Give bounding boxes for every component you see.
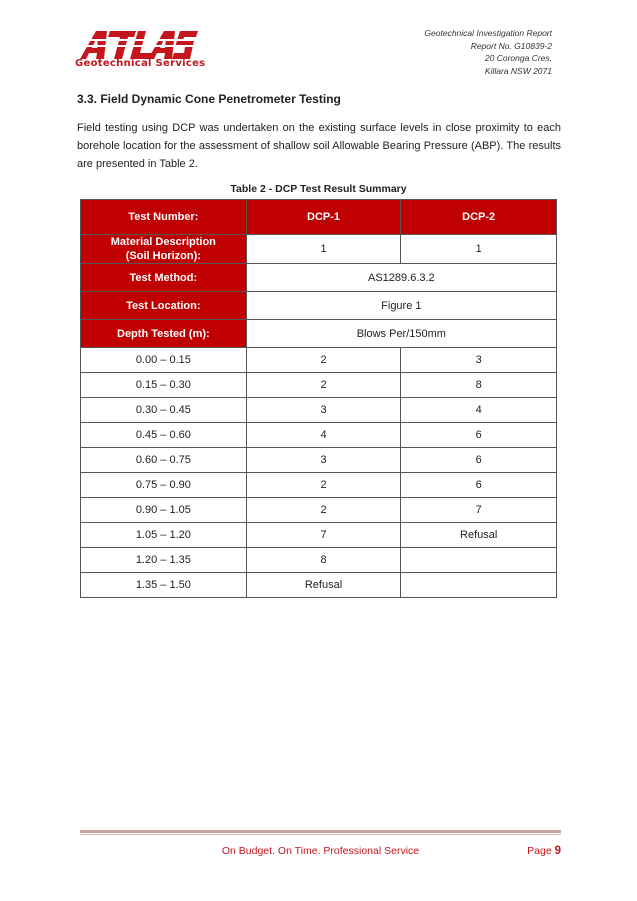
site-address-line2: Killara NSW 2071	[484, 65, 552, 76]
dcp1-cell: 3	[246, 448, 401, 473]
dcp2-cell	[401, 548, 557, 573]
depth-header-row	[81, 320, 557, 348]
material-value-dcp1: 1	[246, 235, 401, 264]
method-row	[81, 264, 557, 292]
dcp2-cell: 4	[401, 398, 557, 423]
test-number-label: Test Number:	[81, 200, 247, 235]
dcp-results-table	[80, 199, 557, 598]
table-row	[81, 423, 557, 448]
depth-cell: 1.20 – 1.35	[81, 548, 247, 573]
footer-divider-thin	[80, 834, 561, 835]
dcp1-cell: 3	[246, 398, 401, 423]
dcp1-cell: 2	[246, 473, 401, 498]
dcp1-cell: 2	[246, 498, 401, 523]
footer-slogan: On Budget. On Time. Professional Service	[221, 845, 420, 857]
depth-cell: 0.45 – 0.60	[81, 423, 247, 448]
dcp1-cell: 8	[246, 548, 401, 573]
material-description-label	[81, 235, 247, 264]
depth-rows	[81, 348, 557, 598]
test-location-value: Figure 1	[246, 292, 556, 320]
dcp1-cell: 7	[246, 523, 401, 548]
logo-subtitle: Geotechnical Services	[75, 58, 206, 69]
depth-cell: 1.35 – 1.50	[81, 573, 247, 598]
material-label-line2: (Soil Horizon):	[125, 250, 201, 262]
table-row	[81, 523, 557, 548]
material-value-dcp2: 1	[401, 235, 557, 264]
table-row	[81, 373, 557, 398]
blows-unit-label: Blows Per/150mm	[246, 320, 556, 348]
dcp2-cell	[401, 573, 557, 598]
report-title: Geotechnical Investigation Report	[424, 28, 552, 38]
depth-cell: 0.30 – 0.45	[81, 398, 247, 423]
page-number-value: 9	[554, 845, 561, 857]
column-header-dcp2: DCP-2	[401, 200, 557, 235]
test-location-label: Test Location:	[81, 292, 247, 320]
dcp2-cell: 6	[401, 473, 557, 498]
report-header	[424, 27, 552, 77]
dcp1-cell: 2	[246, 348, 401, 373]
table-row	[81, 498, 557, 523]
table-row	[81, 448, 557, 473]
test-method-label: Test Method:	[81, 264, 247, 292]
site-address-line1: 20 Coronga Cres,	[484, 53, 552, 63]
page-label: Page	[527, 845, 552, 857]
section-paragraph: Field testing using DCP was undertaken on the existing surface levels in close proximity to each borehole location for the assessment of shallow soil Allowable Bearing Pressure (ABP). The results are presented in Table 2.	[77, 122, 561, 170]
section-heading: 3.3. Field Dynamic Cone Penetrometer Testing	[77, 92, 341, 106]
depth-cell: 0.90 – 1.05	[81, 498, 247, 523]
depth-cell: 0.00 – 0.15	[81, 348, 247, 373]
dcp1-cell: 2	[246, 373, 401, 398]
footer-divider	[80, 830, 561, 833]
table-caption: Table 2 - DCP Test Result Summary	[230, 183, 407, 195]
atlas-logo	[74, 27, 206, 73]
dcp2-cell: 6	[401, 423, 557, 448]
material-row	[81, 235, 557, 264]
table-row	[81, 398, 557, 423]
dcp2-cell: 7	[401, 498, 557, 523]
report-number: Report No. G10839-2	[470, 40, 552, 51]
dcp1-cell: 4	[246, 423, 401, 448]
dcp1-cell: Refusal	[246, 573, 401, 598]
column-header-dcp1: DCP-1	[246, 200, 401, 235]
dcp2-cell: 6	[401, 448, 557, 473]
table-row	[81, 473, 557, 498]
table-header-row	[81, 200, 557, 235]
table-row	[81, 548, 557, 573]
depth-cell: 1.05 – 1.20	[81, 523, 247, 548]
depth-cell: 0.15 – 0.30	[81, 373, 247, 398]
page-number	[527, 845, 561, 857]
material-label-line1: Material Description	[110, 236, 216, 248]
dcp2-cell: Refusal	[401, 523, 557, 548]
depth-tested-label: Depth Tested (m):	[81, 320, 247, 348]
depth-cell: 0.60 – 0.75	[81, 448, 247, 473]
depth-cell: 0.75 – 0.90	[81, 473, 247, 498]
atlas-logo-graphic	[74, 27, 198, 61]
dcp2-cell: 8	[401, 373, 557, 398]
table-row	[81, 573, 557, 598]
dcp2-cell: 3	[401, 348, 557, 373]
location-row	[81, 292, 557, 320]
test-method-value: AS1289.6.3.2	[246, 264, 556, 292]
table-row	[81, 348, 557, 373]
